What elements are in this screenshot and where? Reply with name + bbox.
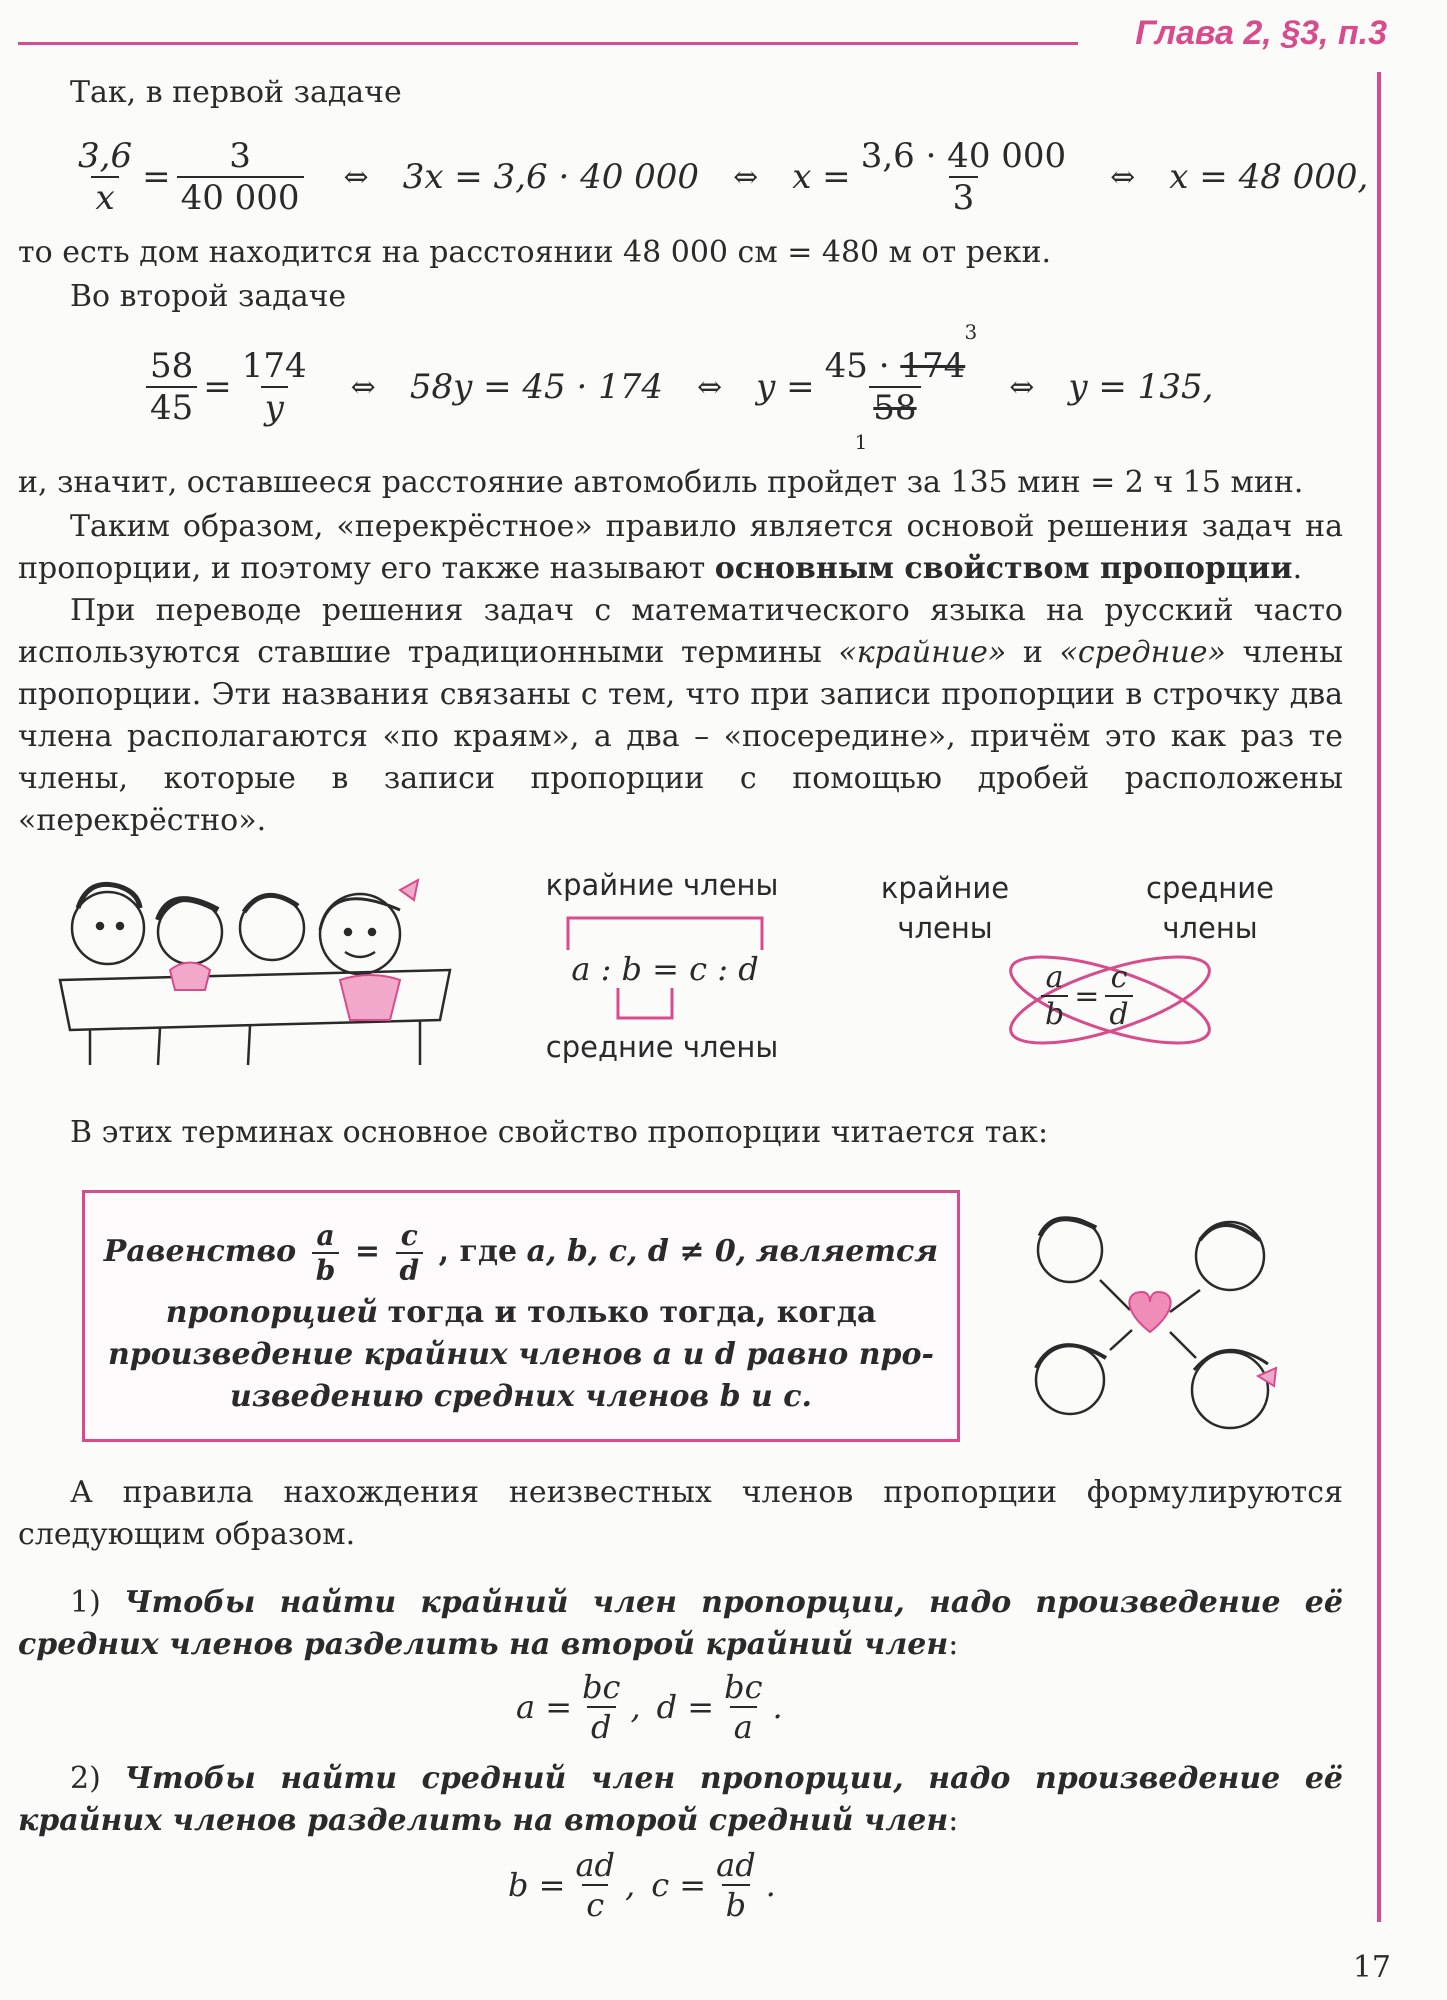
middle-terms-label-2: средние члены xyxy=(1146,871,1274,945)
margin-rule xyxy=(1377,72,1381,1922)
definition-line1: Равенство $\frac{a}{b}$ = $\frac{c}{d}$ , где a, b, c, d ≠ 0, является xyxy=(103,1219,939,1287)
formula-extreme: a = $\frac{bc}{d}$ , d = $\frac{bc}{a}$ . xyxy=(516,1668,783,1746)
paragraph-rules-intro: А правила нахождения неизвестных членов пропорции формулируются следующим образом. xyxy=(18,1475,1343,1552)
page-number: 17 xyxy=(1352,1950,1391,1985)
formula-middle: b = $\frac{ad}{c}$ , c = $\frac{ad}{b}$ . xyxy=(508,1846,776,1924)
paragraph-intro2: Во второй задаче xyxy=(70,279,347,314)
equation-task2: $\frac{58}{45}$ = $\frac{174}{y}$ ⇔ 58y = 45 · 174 ⇔ y = 45 · 174 58 3 1 ⇔ y = 135, xyxy=(140,346,1213,428)
paragraph-intro1: Так, в первой задаче xyxy=(70,75,402,110)
proportion-colon-form: a : b = c : d xyxy=(571,950,759,988)
children-illustration xyxy=(40,860,470,1070)
chapter-title: Глава 2, §3, п.3 xyxy=(1135,14,1387,52)
paragraph-terms: При переводе решения задач с математического языка на русский часто используются ставшие традиционными термины «крайние» и «средние» члены пропорции. Эти названия связаны с тем, что при записи пропорции в строчку два члена располагаются «по краям», а два – «посередине», причём это как раз те члены, которые в записи пропорции с помощью дробей расположены «перекрёстно». xyxy=(18,593,1343,838)
definition-line2: пропорцией тогда и только тогда, когда xyxy=(165,1295,877,1330)
paragraph-main-property: Таким образом, «перекрёстное» правило является основой решения задач на пропорции, и поэтому его также называют основным свойством пропорции. xyxy=(18,509,1343,586)
header-rule xyxy=(18,42,1078,45)
extreme-terms-label-2: крайние члены xyxy=(880,871,1010,945)
paragraph-answer1: то есть дом находится на расстоянии 48 000 см = 480 м от реки. xyxy=(18,235,1051,270)
paragraph-answer2: и, значит, оставшееся расстояние автомобиль пройдет за 135 мин = 2 ч 15 мин. xyxy=(18,465,1304,500)
equation-task1: $\frac{3,6}{x}$ = $\frac{3}{40 000}$ ⇔ 3x = 3,6 · 40 000 ⇔ x = $\frac{3,6 \cdot 40 000}{3}$ ⇔ x = 48 000, xyxy=(78,136,1369,218)
definition-box xyxy=(82,1190,960,1442)
extreme-terms-label: крайние члены xyxy=(545,868,779,902)
definition-line4: изведению средних членов b и c. xyxy=(230,1379,812,1414)
kids-heart-illustration xyxy=(1000,1200,1300,1440)
middle-terms-label: средние члены xyxy=(545,1030,779,1064)
rule-2: 2) Чтобы найти средний член пропорции, надо произведение её крайних членов разделить на второй средний член: xyxy=(18,1761,1343,1838)
rule-1: 1) Чтобы найти крайний член пропорции, надо произведение её средних членов разделить на второй крайний член: xyxy=(18,1585,1343,1662)
paragraph-terminology: В этих терминах основное свойство пропорции читается так: xyxy=(70,1115,1049,1150)
definition-line3: произведение крайних членов a и d равно про- xyxy=(107,1337,934,1372)
proportion-fraction-form: $\frac{a}{b}$ = $\frac{c}{d}$ xyxy=(1035,960,1139,1032)
